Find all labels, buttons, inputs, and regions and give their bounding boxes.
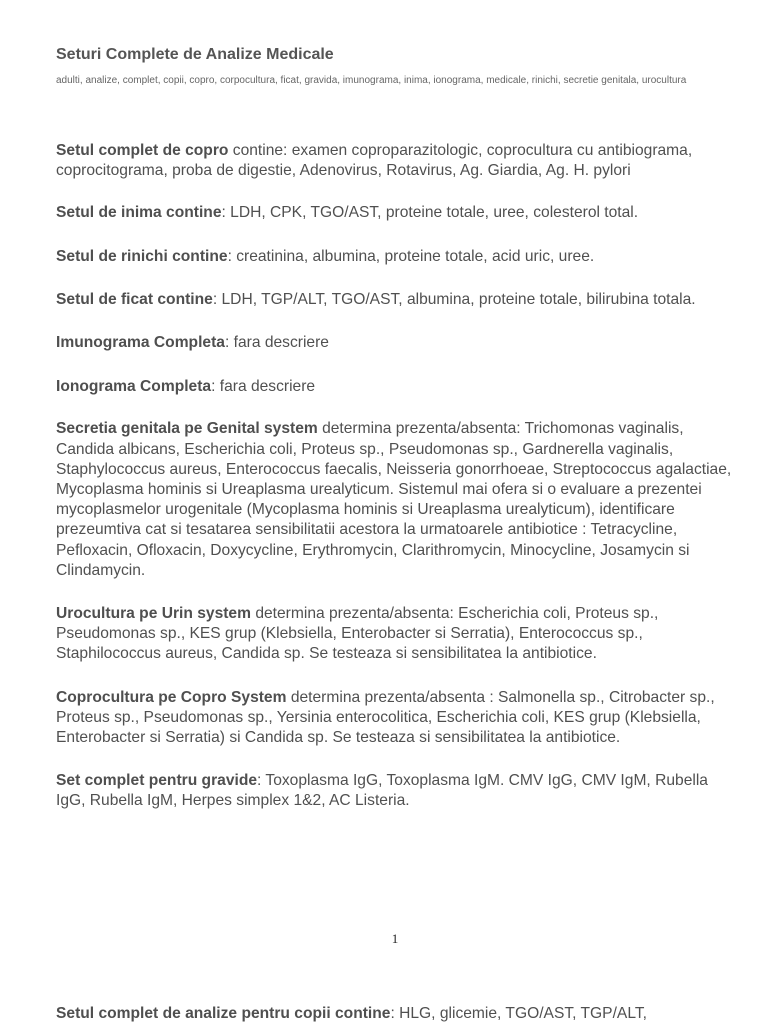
section-body: : fara descriere [224,334,329,352]
page-number: 1 [391,931,399,946]
section-body: determina prezenta/absenta : Salmonella sp., Citrobacter sp., Proteus sp., Pseudomonas sp., Yersinia enterocolitica, Escherichia coli, KES grup (Klebsiella, Enterobacter si Serratia) si Candida sp. Se testeaza si sensibilitatea la antibiotice. [56,688,715,747]
section-body: : HLG, glicemie, TGO/AST, TGP/ALT, [390,1005,647,1022]
next-page-section-copii [56,1004,756,1024]
section-body: : LDH, TGP/ALT, TGO/AST, albumina, proteine totale, bilirubina totala. [212,290,696,308]
section-rinichi [56,247,736,267]
section-copro [56,141,736,181]
section-body: contine: examen coproparazitologic, coprocultura cu antibiograma, coprocitograma, proba de digestie, Adenovirus, Rotavirus, Ag. Giardia, Ag. H. pylori [56,142,693,180]
section-body: : creatinina, albumina, proteine totale, acid uric, uree. [227,247,595,265]
section-ionograma [56,377,736,397]
section-heading: Setul complet de copro [56,142,229,159]
section-coprocultura [56,688,736,749]
document-tags: adulti, analize, complet, copii, copro, corpocultura, ficat, gravida, imunograma, inima, ionograma, medicale, rinichi, secretie genitala, urocultura [56,75,687,86]
document-content [56,141,736,812]
section-heading: Ionograma Completa [56,378,212,396]
section-heading: Setul de inima contine [56,204,222,222]
section-body: : Toxoplasma IgG, Toxoplasma IgM. CMV IgG, CMV IgM, Rubella IgG, Rubella IgM, Herpes simplex 1&2, AC Listeria. [56,772,708,810]
section-body: : LDH, CPK, TGO/AST, proteine totale, uree, colesterol total. [221,204,639,222]
section-heading: Coprocultura pe Copro System [56,688,287,706]
section-body: : fara descriere [211,378,316,396]
section-body: determina prezenta/absenta: Trichomonas vaginalis, Candida albicans, Escherichia coli, Proteus sp., Pseudomonas sp., Gardnerella vaginalis, Staphylococcus aureus, Enterococcus faecalis, Neisseria gonorrhoeae, Streptococcus agalactiae, Mycoplasma hominis si Ureaplasma urealyticum. Sistemul mai ofera si o evaluare a prezentei mycoplasmelor urogenitale (Mycoplasma hominis si Ureaplasma urealyticum), identificare prezeumtiva cat si tesatarea sensibilitatii acestora la urmatoarele antibiotice : Tetracycline, Pefloxacin, Ofloxacin, Doxycycline, Erythromycin, Clarithromycin, Minocycline, Josamycin si Clindamycin. [56,420,732,579]
section-body: determina prezenta/absenta: Escherichia coli, Proteus sp., Pseudomonas sp., KES grup (Klebsiella, Enterobacter si Serratia), Enterococcus sp., Staphilococcus aureus, Candida sp. Se testeaza si sensibilitatea la antibiotice. [56,605,659,663]
section-heading: Secretia genitala pe Genital system [56,420,318,438]
section-heading: Set complet pentru gravide [56,772,258,790]
section-heading: Setul de rinichi contine [56,247,228,265]
section-heading: Setul complet de analize pentru copii contine [56,1005,391,1022]
document-title: Seturi Complete de Analize Medicale [56,46,334,63]
section-heading: Imunograma Completa [56,334,225,352]
section-heading: Setul de ficat contine [56,290,213,308]
section-gravide [56,771,736,811]
section-imunograma [56,333,736,353]
section-heading: Urocultura pe Urin system [56,605,251,623]
section-ficat [56,290,736,310]
section-inima [56,203,736,223]
section-secretia-genitala [56,419,736,581]
section-urocultura [56,604,736,665]
